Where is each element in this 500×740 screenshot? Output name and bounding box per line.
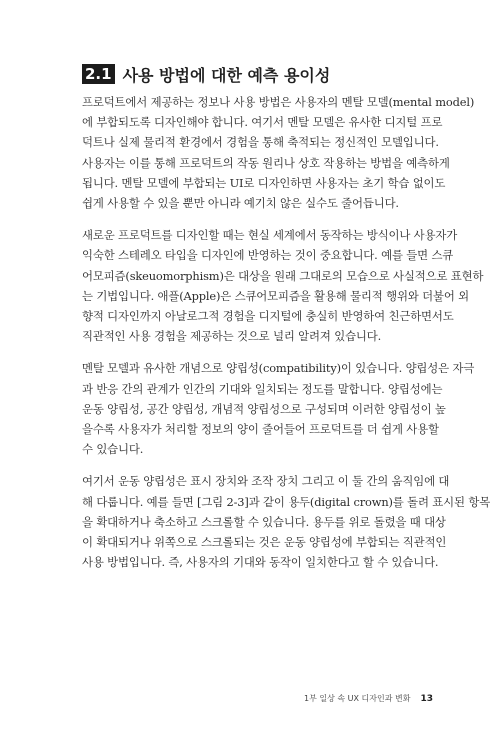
paragraph-2 <box>82 225 484 346</box>
text-line: 멘탈 모델과 유사한 개념으로 양립성(compatibility)이 있습니다. 양립성은 자극 <box>82 361 475 376</box>
text-line: 운동 양립성, 공간 양립성, 개념적 양립성으로 구성되며 이러한 양립성이 높 <box>82 401 446 416</box>
page-footer <box>304 693 433 704</box>
body-text <box>82 92 491 584</box>
text-line: 익숙한 스테레오 타입을 디자인에 반영하는 것이 중요합니다. 예를 들면 스큐 <box>82 248 454 263</box>
text-line: 됩니다. 멘탈 모델에 부합되는 UI로 디자인하면 사용자는 초기 학습 없이도 <box>82 175 446 190</box>
text-line: 는 기법입니다. 애플(Apple)은 스큐어모피즘을 활용해 물리적 행위와 더불어 외 <box>82 288 470 303</box>
text-line: 을수록 사용자가 처리할 정보의 양이 줄어들어 프로덕트를 더 쉽게 사용할 <box>82 422 439 437</box>
section-title: 사용 방법에 대한 예측 용이성 <box>122 65 331 85</box>
text-line: 사용 방법입니다. 즉, 사용자의 기대와 동작이 일치한다고 할 수 있습니다. <box>82 555 439 570</box>
text-line: 수 있습니다. <box>82 442 144 457</box>
text-line: 쉽게 사용할 수 있을 뿐만 아니라 예기치 않은 실수도 줄어듭니다. <box>82 196 399 211</box>
text-line: 프로덕트에서 제공하는 정보나 사용 방법은 사용자의 멘탈 모델(mental model) <box>82 95 475 109</box>
text-line: 덕트나 실제 물리적 환경에서 경험을 통해 축적되는 정신적인 모델입니다. <box>82 135 439 150</box>
text-line: 어모피즘(skeuomorphism)은 대상을 원래 그대로의 모습으로 사실적으로 표현하 <box>82 268 484 283</box>
footer-section-title: 1부 일상 속 UX 디자인과 변화 <box>304 694 411 703</box>
text-line: 에 부합되도록 디자인해야 합니다. 여기서 멘탈 모델은 유사한 디지털 프로 <box>82 115 443 130</box>
paragraph-3 <box>82 358 475 459</box>
text-line: 을 확대하거나 축소하고 스크롤할 수 있습니다. 용두를 위로 돌렸을 때 대상 <box>82 514 446 529</box>
text-line: 향적 디자인까지 아날로그적 경험을 디지털에 충실히 반영하여 친근하면서도 <box>82 309 454 324</box>
text-line: 사용자는 이를 통해 프로덕트의 작동 원리나 상호 작용하는 방법을 예측하게 <box>82 155 450 170</box>
text-line: 과 반응 간의 관계가 인간의 기대와 일치되는 정도를 말합니다. 양립성에는 <box>82 381 443 396</box>
text-line: 여기서 운동 양립성은 표시 장치와 조작 장치 그리고 이 둘 간의 움직임에 대 <box>82 474 450 489</box>
paragraph-4 <box>82 471 491 572</box>
paragraph-1 <box>82 92 475 213</box>
text-line: 직관적인 사용 경험을 제공하는 것으로 널리 알려져 있습니다. <box>82 329 382 344</box>
section-heading <box>82 62 440 86</box>
page-number: 13 <box>420 693 433 704</box>
text-line: 이 확대되거나 위쪽으로 스크롤되는 것은 운동 양립성에 부합되는 직관적인 <box>82 535 447 550</box>
text-line: 해 다룹니다. 예를 들면 [그림 2-3]과 같이 용두(digital crown)를 돌려 표시된 항목 <box>82 494 491 509</box>
section-number: 2.1 <box>82 64 115 84</box>
text-line: 새로운 프로덕트를 디자인할 때는 현실 세계에서 동작하는 방식이나 사용자가 <box>82 228 458 243</box>
